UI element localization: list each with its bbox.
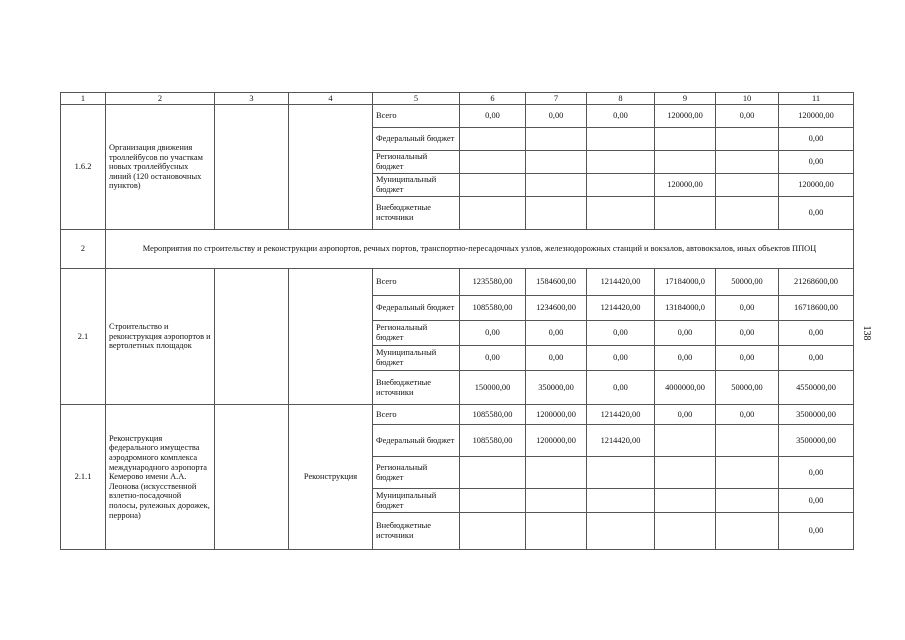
work-type: Реконструкция bbox=[289, 405, 373, 550]
value-cell: 21268600,00 bbox=[779, 269, 854, 296]
value-cell: 50000,00 bbox=[716, 269, 779, 296]
value-cell: 0,00 bbox=[716, 105, 779, 128]
value-cell: 350000,00 bbox=[526, 371, 587, 405]
source-label: Региональный бюджет bbox=[373, 151, 460, 174]
value-cell bbox=[460, 197, 526, 230]
value-cell bbox=[460, 128, 526, 151]
empty-cell bbox=[289, 105, 373, 230]
value-cell: 17184000,0 bbox=[655, 269, 716, 296]
value-cell: 0,00 bbox=[587, 346, 655, 371]
value-cell: 0,00 bbox=[460, 346, 526, 371]
value-cell bbox=[460, 457, 526, 489]
header-col: 10 bbox=[716, 93, 779, 105]
value-cell: 120000,00 bbox=[779, 105, 854, 128]
value-cell: 120000,00 bbox=[655, 174, 716, 197]
value-cell bbox=[655, 197, 716, 230]
section-title: Мероприятия по строительству и реконструкции аэропортов, речных портов, транспортно-пересадочных узлов, железнодорожных станций и вокзалов, автовокзалов, иных объектов ППОЦ bbox=[106, 230, 854, 269]
value-cell: 0,00 bbox=[587, 321, 655, 346]
value-cell: 1214420,00 bbox=[587, 269, 655, 296]
value-cell: 0,00 bbox=[587, 105, 655, 128]
value-cell: 120000,00 bbox=[655, 105, 716, 128]
source-label: Внебюджетные источники bbox=[373, 513, 460, 550]
value-cell: 0,00 bbox=[716, 405, 779, 425]
header-col: 8 bbox=[587, 93, 655, 105]
source-label: Муниципальный бюджет bbox=[373, 346, 460, 371]
value-cell bbox=[655, 489, 716, 513]
value-cell: 1234600,00 bbox=[526, 296, 587, 321]
value-cell bbox=[526, 513, 587, 550]
budget-table bbox=[60, 92, 854, 550]
value-cell: 0,00 bbox=[716, 321, 779, 346]
source-label: Всего bbox=[373, 105, 460, 128]
value-cell bbox=[716, 489, 779, 513]
value-cell bbox=[587, 513, 655, 550]
value-cell: 1214420,00 bbox=[587, 296, 655, 321]
row-number: 2.1 bbox=[61, 269, 106, 405]
value-cell: 0,00 bbox=[779, 457, 854, 489]
page-number: 138 bbox=[861, 325, 872, 341]
source-label: Федеральный бюджет bbox=[373, 296, 460, 321]
value-cell: 0,00 bbox=[655, 321, 716, 346]
value-cell: 50000,00 bbox=[716, 371, 779, 405]
value-cell bbox=[655, 513, 716, 550]
value-cell bbox=[587, 489, 655, 513]
source-label: Всего bbox=[373, 269, 460, 296]
source-label: Всего bbox=[373, 405, 460, 425]
value-cell bbox=[460, 489, 526, 513]
value-cell bbox=[716, 457, 779, 489]
value-cell bbox=[655, 128, 716, 151]
value-cell bbox=[460, 513, 526, 550]
value-cell: 1584600,00 bbox=[526, 269, 587, 296]
value-cell bbox=[587, 128, 655, 151]
value-cell: 1235580,00 bbox=[460, 269, 526, 296]
header-row bbox=[61, 93, 854, 105]
value-cell: 0,00 bbox=[587, 371, 655, 405]
table-row bbox=[61, 405, 854, 425]
header-col: 6 bbox=[460, 93, 526, 105]
source-label: Муниципальный бюджет bbox=[373, 489, 460, 513]
value-cell bbox=[716, 197, 779, 230]
value-cell: 1085580,00 bbox=[460, 405, 526, 425]
empty-cell bbox=[215, 105, 289, 230]
value-cell: 0,00 bbox=[779, 128, 854, 151]
value-cell bbox=[460, 151, 526, 174]
source-label: Региональный бюджет bbox=[373, 457, 460, 489]
source-label: Внебюджетные источники bbox=[373, 197, 460, 230]
source-label: Федеральный бюджет bbox=[373, 128, 460, 151]
value-cell: 0,00 bbox=[716, 296, 779, 321]
value-cell: 0,00 bbox=[716, 346, 779, 371]
header-col: 11 bbox=[779, 93, 854, 105]
value-cell: 1085580,00 bbox=[460, 425, 526, 457]
value-cell: 1085580,00 bbox=[460, 296, 526, 321]
value-cell: 0,00 bbox=[526, 346, 587, 371]
value-cell: 0,00 bbox=[779, 197, 854, 230]
value-cell: 13184000,0 bbox=[655, 296, 716, 321]
value-cell bbox=[526, 128, 587, 151]
value-cell: 4550000,00 bbox=[779, 371, 854, 405]
measure-name: Организация движения троллейбусов по участкам новых троллейбусных линий (120 остановочных пунктов) bbox=[106, 105, 215, 230]
value-cell bbox=[460, 174, 526, 197]
table-row bbox=[61, 105, 854, 128]
source-label: Внебюджетные источники bbox=[373, 371, 460, 405]
empty-cell bbox=[289, 269, 373, 405]
row-number: 2.1.1 bbox=[61, 405, 106, 550]
value-cell: 150000,00 bbox=[460, 371, 526, 405]
header-col: 7 bbox=[526, 93, 587, 105]
value-cell: 1214420,00 bbox=[587, 405, 655, 425]
value-cell: 120000,00 bbox=[779, 174, 854, 197]
value-cell: 0,00 bbox=[460, 321, 526, 346]
value-cell bbox=[655, 425, 716, 457]
empty-cell bbox=[215, 405, 289, 550]
value-cell bbox=[526, 489, 587, 513]
value-cell: 0,00 bbox=[460, 105, 526, 128]
header-col: 1 bbox=[61, 93, 106, 105]
value-cell: 0,00 bbox=[779, 321, 854, 346]
source-label: Региональный бюджет bbox=[373, 321, 460, 346]
value-cell: 4000000,00 bbox=[655, 371, 716, 405]
value-cell: 3500000,00 bbox=[779, 425, 854, 457]
value-cell bbox=[716, 151, 779, 174]
value-cell bbox=[655, 151, 716, 174]
value-cell: 16718600,00 bbox=[779, 296, 854, 321]
measure-name: Строительство и реконструкция аэропортов и вертолетных площадок bbox=[106, 269, 215, 405]
value-cell bbox=[526, 174, 587, 197]
value-cell bbox=[716, 425, 779, 457]
header-col: 9 bbox=[655, 93, 716, 105]
value-cell bbox=[655, 457, 716, 489]
section-row bbox=[61, 230, 854, 269]
measure-name: Реконструкция федерального имущества аэродромного комплекса международного аэропорта Кемерово имени А.А. Леонова (искусственной взлетно-посадочной полосы, рулежных дорожек, перрона) bbox=[106, 405, 215, 550]
value-cell: 1200000,00 bbox=[526, 425, 587, 457]
header-col: 4 bbox=[289, 93, 373, 105]
value-cell bbox=[526, 151, 587, 174]
table-row bbox=[61, 269, 854, 296]
value-cell: 1200000,00 bbox=[526, 405, 587, 425]
source-label: Федеральный бюджет bbox=[373, 425, 460, 457]
value-cell: 0,00 bbox=[779, 513, 854, 550]
value-cell bbox=[587, 151, 655, 174]
value-cell bbox=[587, 197, 655, 230]
section-number: 2 bbox=[61, 230, 106, 269]
value-cell: 0,00 bbox=[655, 346, 716, 371]
value-cell bbox=[716, 513, 779, 550]
row-number: 1.6.2 bbox=[61, 105, 106, 230]
empty-cell bbox=[215, 269, 289, 405]
value-cell: 0,00 bbox=[526, 105, 587, 128]
header-col: 2 bbox=[106, 93, 215, 105]
value-cell: 0,00 bbox=[779, 151, 854, 174]
value-cell: 0,00 bbox=[655, 405, 716, 425]
header-col: 5 bbox=[373, 93, 460, 105]
value-cell: 0,00 bbox=[526, 321, 587, 346]
value-cell: 0,00 bbox=[779, 489, 854, 513]
value-cell: 1214420,00 bbox=[587, 425, 655, 457]
value-cell: 0,00 bbox=[779, 346, 854, 371]
value-cell: 3500000,00 bbox=[779, 405, 854, 425]
header-col: 3 bbox=[215, 93, 289, 105]
value-cell bbox=[587, 174, 655, 197]
value-cell bbox=[716, 174, 779, 197]
value-cell bbox=[587, 457, 655, 489]
value-cell bbox=[526, 197, 587, 230]
value-cell bbox=[526, 457, 587, 489]
source-label: Муниципальный бюджет bbox=[373, 174, 460, 197]
value-cell bbox=[716, 128, 779, 151]
